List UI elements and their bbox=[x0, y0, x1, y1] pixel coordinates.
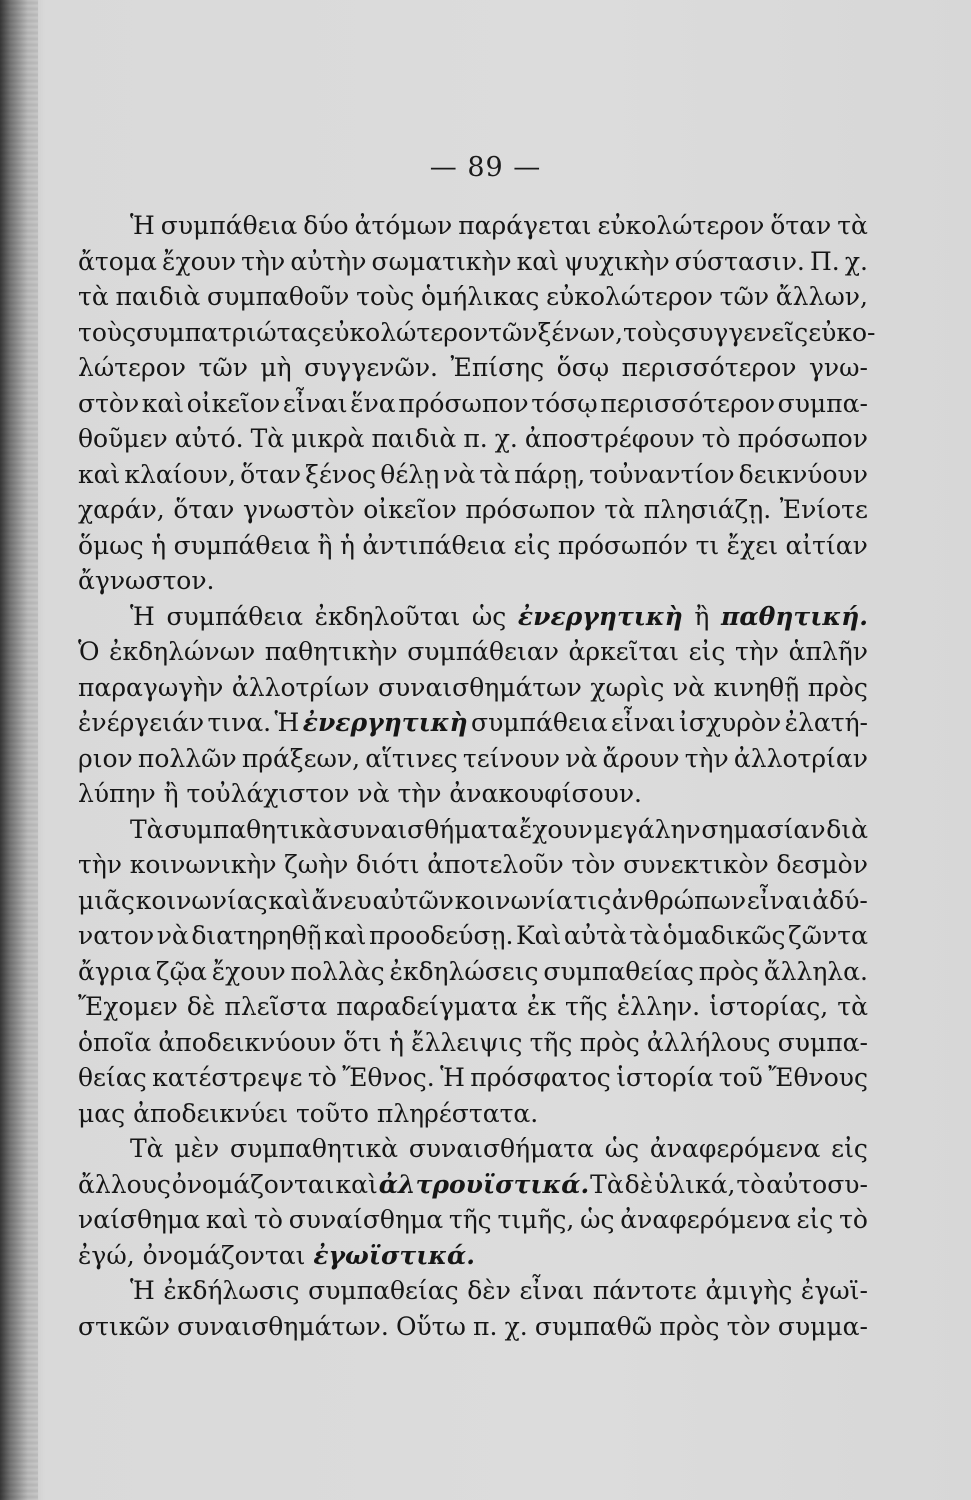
word: διότι bbox=[356, 850, 420, 879]
word: τιμῆς, bbox=[497, 1205, 575, 1234]
word: Ὁ bbox=[78, 637, 100, 666]
word: διὰ bbox=[826, 814, 868, 844]
word: περισσότερον bbox=[621, 353, 797, 382]
word: μικρὰ bbox=[291, 424, 365, 453]
word: τὴν bbox=[241, 246, 286, 276]
word: ἡ bbox=[151, 530, 167, 560]
word: αἵτινες bbox=[365, 743, 458, 773]
word: παράγεται bbox=[458, 211, 592, 240]
word: λύπην bbox=[78, 779, 164, 808]
word: συμπαθείας bbox=[308, 1276, 459, 1305]
text-line bbox=[78, 705, 868, 741]
word: τὸν bbox=[726, 1311, 771, 1341]
word: τοὺς bbox=[356, 282, 415, 311]
word: ἄνευ bbox=[311, 885, 372, 915]
word: σύστασιν. bbox=[674, 246, 805, 276]
word: στὸν bbox=[78, 388, 140, 418]
word: λώτερον bbox=[78, 353, 186, 382]
word: συμπαθοῦν bbox=[207, 282, 350, 311]
word: ἐγωϊστικά. bbox=[313, 1240, 475, 1270]
word: παιδιὰ bbox=[115, 282, 201, 311]
word: δὲν bbox=[467, 1276, 511, 1305]
word: Καὶ bbox=[515, 921, 562, 950]
word: αὐτῶν bbox=[372, 885, 454, 915]
word: ἡ bbox=[339, 530, 355, 560]
text-line bbox=[78, 1131, 868, 1167]
word: καὶ bbox=[324, 921, 367, 950]
word: ὅταν bbox=[770, 211, 832, 240]
word: θείας bbox=[78, 1063, 147, 1092]
text-line bbox=[78, 918, 868, 954]
word: Ἔχομεν bbox=[78, 992, 178, 1021]
word: ὡς bbox=[580, 1205, 615, 1234]
word: ὅτι bbox=[343, 1027, 382, 1057]
word: τόσῳ bbox=[531, 388, 598, 418]
word: π. bbox=[463, 424, 488, 453]
word: εἶναι bbox=[746, 885, 812, 915]
word: Π. bbox=[809, 246, 840, 276]
word: ἁπλῆν bbox=[788, 637, 868, 666]
text-line bbox=[78, 208, 868, 244]
word: ἀντιπάθεια bbox=[362, 530, 507, 560]
word: παθητικὴν bbox=[264, 637, 398, 666]
word: π. bbox=[473, 1311, 498, 1341]
word: συγγενῶν. bbox=[304, 353, 438, 382]
word: ἄτομα bbox=[78, 246, 157, 276]
word: εἰς bbox=[831, 1134, 868, 1163]
word: οἰκεῖον bbox=[186, 388, 281, 418]
word: Ἡ bbox=[130, 211, 155, 240]
word: χ. bbox=[504, 1311, 528, 1341]
word: ὅμως bbox=[78, 530, 144, 560]
text-line bbox=[78, 1167, 868, 1203]
page-number: — 89 — bbox=[429, 152, 542, 183]
body-text bbox=[78, 208, 876, 1344]
word: πρὸς bbox=[698, 956, 759, 986]
word: πολλῶν bbox=[137, 743, 237, 773]
word: καὶ bbox=[268, 885, 311, 915]
word: ἄλλους bbox=[78, 1169, 171, 1199]
word: τῶν bbox=[488, 317, 538, 347]
word: συναισθημάτων bbox=[377, 672, 582, 702]
word: πράξεων, bbox=[241, 743, 361, 773]
word: πληρέστατα. bbox=[376, 1098, 539, 1128]
text-line bbox=[78, 1273, 868, 1309]
word: τὴν bbox=[734, 637, 779, 666]
word: Ἡ bbox=[130, 601, 155, 631]
word: ἱστορίας, bbox=[709, 992, 829, 1021]
word: ἡ bbox=[389, 1027, 404, 1057]
word: θοῦμεν bbox=[78, 424, 168, 453]
word: συμπάθεια bbox=[166, 601, 303, 631]
word: ἐγωϊ- bbox=[800, 1276, 868, 1305]
word: ὅταν bbox=[173, 495, 235, 524]
word: τῆς bbox=[564, 992, 608, 1021]
word: κλαίουν, bbox=[124, 459, 236, 489]
word: εὐκολώτερον bbox=[321, 317, 489, 347]
word: χ. bbox=[844, 246, 868, 276]
word: τὰ bbox=[837, 992, 868, 1021]
word: ἀλλοτρίων bbox=[231, 672, 370, 702]
word: ὀνομάζονται bbox=[142, 1240, 314, 1270]
word: περισσότερον bbox=[600, 388, 776, 418]
word: τὰ bbox=[604, 495, 636, 524]
word: πλησιάζῃ. bbox=[643, 495, 772, 524]
word: παιδιὰ bbox=[371, 424, 457, 453]
word: τὴν bbox=[397, 779, 450, 808]
word: ξένων, bbox=[537, 317, 624, 347]
word: δὲ bbox=[186, 992, 216, 1021]
word: στικῶν bbox=[78, 1311, 170, 1341]
word: σωματικὴν bbox=[371, 246, 512, 276]
word: συμπάθειαν bbox=[407, 637, 559, 666]
word: ἀμιγὴς bbox=[705, 1276, 793, 1305]
word: εὐκολώτερον bbox=[546, 282, 713, 311]
word: τοὺς bbox=[623, 317, 682, 347]
word: συμπαθητικὰ bbox=[230, 1134, 399, 1163]
word: τὴν bbox=[78, 850, 123, 879]
word: τοὐλάχιστον bbox=[186, 779, 358, 808]
word: αὐτοσυ- bbox=[766, 1169, 868, 1199]
word: πρόσωπον bbox=[398, 388, 529, 418]
word: ζῶντα bbox=[788, 921, 868, 950]
word: ὀνομάζονται bbox=[171, 1169, 335, 1199]
word: μεγάλην bbox=[593, 814, 701, 844]
binding-gutter bbox=[0, 0, 38, 1500]
word: τι bbox=[695, 530, 720, 560]
word: τὰ bbox=[479, 459, 511, 489]
word: τὸ bbox=[839, 1205, 868, 1234]
word: εἶναι bbox=[610, 708, 676, 737]
word: προοδεύσῃ. bbox=[369, 921, 514, 950]
word: τις bbox=[573, 885, 612, 915]
text-line bbox=[78, 1096, 868, 1132]
word: τείνουν bbox=[462, 743, 561, 773]
word: πρὸς bbox=[659, 1311, 720, 1341]
word: ὁμήλικας bbox=[420, 282, 540, 311]
word: εὐκολώτερον bbox=[597, 211, 765, 240]
word: συμπάθεια bbox=[471, 708, 608, 737]
word: πρόσωπον bbox=[465, 495, 596, 524]
word: ἐκδήλωσις bbox=[163, 1276, 300, 1305]
word: νὰ bbox=[156, 921, 189, 950]
word: αὐτὰ bbox=[563, 921, 627, 950]
word: παραδείγματα bbox=[336, 992, 518, 1021]
word: συμπα- bbox=[777, 1027, 868, 1057]
word: ἢ bbox=[694, 601, 710, 631]
text-line bbox=[78, 457, 868, 493]
word: ἀποστρέφουν bbox=[524, 424, 695, 453]
word: τὰ bbox=[837, 211, 868, 240]
word: διατηρηθῇ bbox=[191, 921, 322, 950]
word: ἀλλήλους bbox=[646, 1027, 771, 1057]
word: νατον bbox=[78, 921, 155, 950]
word: ζωὴν bbox=[284, 850, 349, 879]
text-line bbox=[78, 492, 868, 528]
word: Ἡ bbox=[440, 1063, 465, 1092]
word: ἐκδηλοῦται bbox=[314, 601, 461, 631]
text-line bbox=[78, 528, 868, 564]
word: συμπαθητικὰ bbox=[164, 814, 333, 844]
text-line bbox=[78, 599, 868, 635]
word: τὴν bbox=[684, 743, 729, 773]
word: ὁμαδικῶς bbox=[662, 921, 786, 950]
word: χωρὶς bbox=[590, 672, 665, 702]
text-line bbox=[78, 350, 868, 386]
word: Τὰ bbox=[590, 1169, 624, 1199]
word: νὰ bbox=[357, 779, 398, 808]
word: συγγενεῖς bbox=[681, 317, 809, 347]
word: σημασίαν bbox=[701, 814, 826, 844]
word: ἀναφερόμενα bbox=[620, 1205, 791, 1234]
word: ἐγώ, bbox=[78, 1240, 143, 1270]
word: κινηθῇ bbox=[713, 672, 800, 702]
word: καὶ bbox=[78, 459, 121, 489]
word: ἔχουν bbox=[211, 956, 286, 986]
word: συμπατριώτας bbox=[136, 317, 322, 347]
word: συμπαθείας bbox=[543, 956, 694, 986]
word: ἕνα bbox=[350, 388, 396, 418]
word: τῆς bbox=[448, 1205, 492, 1234]
word: τὸ bbox=[307, 1063, 337, 1092]
word: συναισθημάτων. bbox=[177, 1311, 389, 1341]
word: ἀνθρώπων bbox=[611, 885, 747, 915]
text-line bbox=[78, 421, 868, 457]
word: κοινωνικὴν bbox=[129, 850, 277, 879]
word: κοινωνίας bbox=[135, 885, 268, 915]
word: ἢ bbox=[163, 779, 187, 808]
word: τὸ bbox=[736, 1169, 766, 1199]
word: ἔχει bbox=[726, 530, 778, 560]
word: Ἡ bbox=[130, 1276, 155, 1305]
word: δεσμὸν bbox=[776, 850, 868, 879]
word: ζῷα bbox=[156, 956, 207, 986]
word: πρόσφατος bbox=[470, 1063, 611, 1092]
word: μὴ bbox=[260, 353, 292, 382]
word: τοῦ bbox=[718, 1063, 763, 1092]
word: ἀδύ- bbox=[812, 885, 868, 915]
word: πάντοτε bbox=[592, 1276, 697, 1305]
word: γνω- bbox=[808, 353, 868, 382]
text-line bbox=[78, 315, 876, 351]
text-line bbox=[78, 634, 868, 670]
word: Τὰ bbox=[250, 424, 285, 453]
word: ἀτόμων bbox=[354, 211, 453, 240]
word: ἀναφερόμενα bbox=[649, 1134, 821, 1163]
word: Ἡ bbox=[274, 708, 300, 737]
word: ἄρουν bbox=[602, 743, 680, 773]
text-line bbox=[78, 847, 868, 883]
word: ἄγνωστον. bbox=[78, 566, 215, 595]
word: ἄλλων, bbox=[775, 282, 868, 311]
word: χαράν, bbox=[78, 495, 165, 524]
word: εὐκο- bbox=[808, 317, 876, 347]
text-line bbox=[78, 1202, 868, 1238]
word: ἐλατή- bbox=[784, 708, 868, 737]
word: εἰς bbox=[796, 1205, 834, 1234]
word: ἀποδεικνύουν bbox=[158, 1027, 337, 1057]
word: παραγωγὴν bbox=[78, 672, 224, 702]
word: Τὰ bbox=[130, 814, 164, 844]
word: πάρῃ, bbox=[514, 459, 586, 489]
word: τὰ bbox=[629, 921, 660, 950]
word: ἀρκεῖται bbox=[568, 637, 679, 666]
word: εἰς bbox=[513, 530, 551, 560]
text-line bbox=[78, 670, 868, 706]
word: τῶν bbox=[198, 353, 248, 382]
word: οἰκεῖον bbox=[363, 495, 457, 524]
text-line bbox=[78, 1309, 868, 1345]
word: εἶναι bbox=[282, 388, 348, 418]
word: ὡς bbox=[471, 601, 507, 631]
word: μιᾶς bbox=[78, 885, 135, 915]
text-line bbox=[78, 883, 868, 919]
word: ἀποτελοῦν bbox=[427, 850, 564, 879]
word: Ἐπίσης bbox=[450, 353, 545, 382]
word: χ. bbox=[494, 424, 518, 453]
word: αὐτὴν bbox=[290, 246, 367, 276]
word: ἔχουν bbox=[162, 246, 237, 276]
word: τοὺς bbox=[78, 317, 137, 347]
word: ἐνέργειάν bbox=[78, 708, 205, 737]
text-line bbox=[78, 1060, 868, 1096]
word: πολλὰς bbox=[290, 956, 385, 986]
word: συμπα- bbox=[777, 388, 868, 418]
word: Ἔθνος. bbox=[342, 1063, 435, 1092]
word: δεικνύουν bbox=[738, 459, 868, 489]
word: ἐκ bbox=[526, 992, 556, 1021]
word: συμπάθεια bbox=[160, 211, 298, 240]
word: τὰ bbox=[78, 282, 109, 311]
word: καὶ bbox=[141, 388, 185, 418]
text-line bbox=[78, 812, 868, 848]
text-line bbox=[78, 1238, 868, 1274]
word: κατέστρεψε bbox=[152, 1063, 303, 1092]
word: αἰτίαν bbox=[785, 530, 868, 560]
word: καὶ bbox=[205, 1205, 249, 1234]
word: ἢ bbox=[317, 530, 333, 560]
word: ἀποδεικνύει bbox=[133, 1098, 296, 1128]
word: παθητική. bbox=[721, 601, 868, 631]
word: Ἔθνους bbox=[768, 1063, 868, 1092]
word: γνωστὸν bbox=[242, 495, 355, 524]
word: κοινωνία bbox=[454, 885, 573, 915]
word: τῶν bbox=[719, 282, 770, 311]
word: πρὸς bbox=[807, 672, 868, 702]
word: ἱστορία bbox=[616, 1063, 714, 1092]
word: ναίσθημα bbox=[78, 1205, 201, 1234]
text-line bbox=[78, 386, 868, 422]
word: συναισθήματα bbox=[408, 1134, 594, 1163]
word: εἰς bbox=[688, 637, 726, 666]
text-line bbox=[78, 244, 868, 280]
word: δὲ bbox=[624, 1169, 654, 1199]
word: πρόσωπον bbox=[737, 424, 868, 453]
text-line bbox=[78, 954, 868, 990]
word: νὰ bbox=[443, 459, 476, 489]
word: ἀνακουφίσουν. bbox=[449, 779, 642, 808]
word: ὅταν bbox=[240, 459, 302, 489]
text-line bbox=[78, 279, 868, 315]
word: ἐκδηλώνων bbox=[109, 637, 256, 666]
word: ἐνεργητικὴ bbox=[517, 601, 683, 631]
word: ὡς bbox=[604, 1134, 640, 1163]
word: ἀλλοτρίαν bbox=[733, 743, 868, 773]
word: τοῦτο bbox=[295, 1098, 377, 1128]
word: συμπαθῶ bbox=[534, 1311, 653, 1341]
word: πρὸς bbox=[579, 1027, 640, 1057]
word: ἰσχυρὸν bbox=[679, 708, 782, 737]
text-line bbox=[78, 741, 868, 777]
word: νὰ bbox=[672, 672, 706, 702]
word: ἔχουν bbox=[518, 814, 593, 844]
word: εἶναι bbox=[519, 1276, 585, 1305]
word: Οὕτω bbox=[395, 1311, 466, 1341]
word: τοὐναντίον bbox=[589, 459, 735, 489]
text-line bbox=[78, 563, 868, 599]
word: τὸ bbox=[254, 1205, 283, 1234]
word: τινα. bbox=[207, 708, 272, 737]
word: ἔλλειψις bbox=[411, 1027, 523, 1057]
word: τὸν bbox=[571, 850, 616, 879]
word: δύο bbox=[303, 211, 349, 240]
word: πλεῖστα bbox=[224, 992, 328, 1021]
word: συμμα- bbox=[777, 1311, 868, 1341]
text-line bbox=[78, 776, 868, 812]
word: ψυχικὴν bbox=[564, 246, 670, 276]
word: νὰ bbox=[565, 743, 598, 773]
word: τῆς bbox=[529, 1027, 573, 1057]
word: αὐτό. bbox=[174, 424, 244, 453]
word: μὲν bbox=[174, 1134, 220, 1163]
word: συναίσθημα bbox=[288, 1205, 444, 1234]
word: τὸ bbox=[701, 424, 731, 453]
word: ἄλληλα. bbox=[763, 956, 868, 986]
word: ὑλικά, bbox=[654, 1169, 736, 1199]
word: μας bbox=[78, 1098, 134, 1128]
text-line bbox=[78, 1025, 868, 1061]
word: ὅσῳ bbox=[556, 353, 610, 382]
word: ριον bbox=[78, 743, 133, 773]
word: ἐνεργητικὴ bbox=[302, 708, 468, 737]
word: Τὰ bbox=[130, 1134, 164, 1163]
word: καὶ bbox=[516, 246, 559, 276]
word: ὁποῖα bbox=[78, 1027, 152, 1057]
word: πρόσωπόν bbox=[557, 530, 689, 560]
word: θέλῃ bbox=[380, 459, 440, 489]
word: συνεκτικὸν bbox=[623, 850, 769, 879]
text-line bbox=[78, 989, 868, 1025]
word: ἄγρια bbox=[78, 956, 152, 986]
word: ἑλλην. bbox=[616, 992, 701, 1021]
word: ἐκδηλώσεις bbox=[389, 956, 539, 986]
word: καὶ bbox=[335, 1169, 378, 1199]
word: ἀλτρουϊστικά. bbox=[378, 1169, 590, 1199]
word: συμπάθεια bbox=[173, 530, 311, 560]
word: ξένος bbox=[305, 459, 377, 489]
word: Ἐνίοτε bbox=[779, 495, 868, 524]
word: συναισθήματα bbox=[333, 814, 519, 844]
